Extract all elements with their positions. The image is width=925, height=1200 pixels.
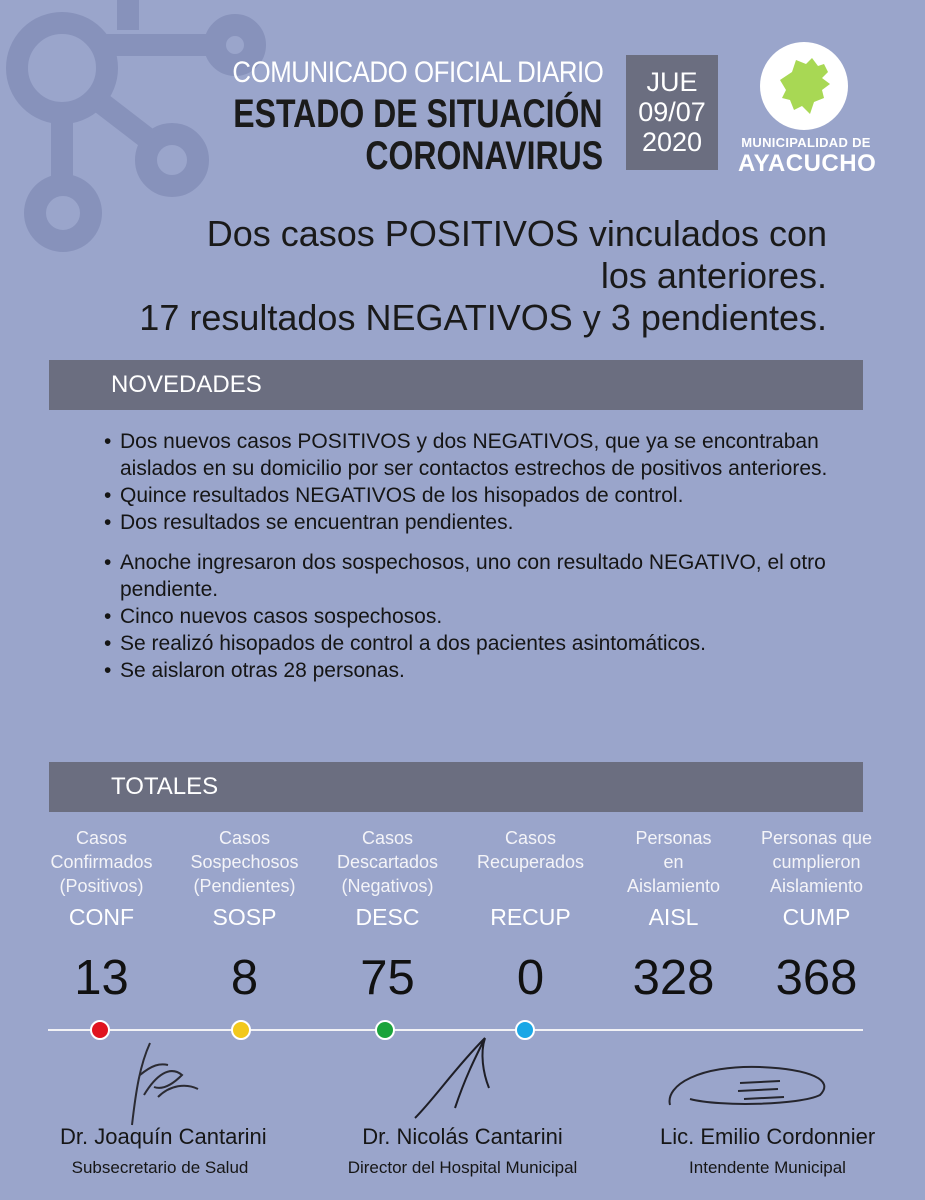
stat-label-line: cumplieron: [772, 852, 861, 872]
signature-name: Dr. Joaquín Cantarini: [60, 1124, 267, 1149]
stat-label-line: Confirmados: [50, 852, 153, 872]
list-item: • Dos resultados se encuentran pendientes.: [102, 509, 862, 536]
signature-name: Dr. Nicolás Cantarini: [362, 1124, 563, 1149]
list-item: • Anoche ingresaron dos sospechosos, uno con resultado NEGATIVO, el otro pendiente.: [102, 549, 862, 603]
headline-line: Dos casos POSITIVOS vinculados con: [206, 213, 827, 254]
header-line-2: ESTADO DE SITUACIÓN: [233, 92, 603, 136]
stat-label-line: (Negativos): [341, 876, 434, 896]
stat-label-line: Personas: [635, 828, 712, 848]
stat-label-line: Casos: [75, 828, 128, 848]
stat-label-line: Casos: [218, 828, 271, 848]
novedades-group-1: [102, 428, 862, 536]
totals-stats: [30, 826, 910, 1008]
signature-2: [345, 1124, 580, 1178]
list-item: • Cinco nuevos casos sospechosos.: [102, 603, 862, 630]
stat-value: 13: [74, 951, 129, 1005]
signature-1: [60, 1124, 267, 1178]
stat-code: AISL: [648, 904, 699, 930]
stat-label-line: Personas que: [760, 828, 873, 848]
yellow-status-dot: [231, 1020, 251, 1040]
stat-sospechosos: [173, 826, 316, 1008]
signature-role: Director del Hospital Municipal: [347, 1158, 578, 1177]
stat-label: [459, 826, 602, 898]
header-line-3: CORONAVIRUS: [365, 134, 603, 178]
list-item: • Dos nuevos casos POSITIVOS y dos NEGATIVOS, que ya se encontraban aislados en su domicilio por ser contactos estrechos de positivos anteriores.: [102, 428, 862, 482]
logo-text-big: AYACUCHO: [738, 150, 877, 177]
logo-text-small: MUNICIPALIDAD DE: [741, 135, 871, 150]
header-line-1: COMUNICADO OFICIAL DIARIO: [231, 56, 603, 89]
date-year: 2020: [641, 127, 703, 157]
signature-role: Subsecretario de Salud: [71, 1158, 249, 1177]
stat-aislamiento: [602, 826, 745, 1008]
stat-confirmados: [30, 826, 173, 1008]
novedades-group-2: [102, 549, 862, 684]
stat-value: 8: [230, 951, 259, 1005]
stat-label-line: Casos: [504, 828, 557, 848]
novedades-section-bar: [49, 360, 863, 410]
stat-recuperados: [459, 826, 602, 1008]
stat-descartados: [316, 826, 459, 1008]
headline: [139, 213, 827, 339]
totales-title: TOTALES: [111, 773, 219, 800]
municipality-logo: [760, 42, 848, 130]
headline-line: 17 resultados NEGATIVOS y 3 pendientes.: [139, 297, 827, 338]
stat-label-line: (Positivos): [59, 876, 144, 896]
stat-code: CUMP: [782, 904, 851, 930]
stat-label-line: Casos: [361, 828, 414, 848]
signature-mark-1: [110, 1035, 210, 1130]
date-box: [626, 55, 718, 170]
stat-label-line: (Pendientes): [193, 876, 296, 896]
stat-label: [173, 826, 316, 898]
stat-code: CONF: [68, 904, 135, 930]
signature-role: Intendente Municipal: [689, 1158, 846, 1177]
date-day: JUE: [646, 67, 698, 97]
stat-value: 368: [775, 951, 858, 1005]
stat-value: 328: [632, 951, 715, 1005]
green-status-dot: [375, 1020, 395, 1040]
stat-label-line: Aislamiento: [769, 876, 864, 896]
stat-code: SOSP: [212, 904, 277, 930]
stat-label: [602, 826, 745, 898]
stat-label: [30, 826, 173, 898]
stat-value: 0: [516, 951, 545, 1005]
signature-3: [660, 1124, 875, 1178]
blue-status-dot: [515, 1020, 535, 1040]
stat-label-line: Descartados: [336, 852, 439, 872]
list-item: • Se realizó hisopados de control a dos pacientes asintomáticos.: [102, 630, 862, 657]
stat-label-line: Recuperados: [476, 852, 585, 872]
list-item: • Quince resultados NEGATIVOS de los hisopados de control.: [102, 482, 862, 509]
date-daymonth: 09/07: [638, 97, 706, 127]
stat-label-line: Aislamiento: [626, 876, 721, 896]
stat-code: RECUP: [490, 904, 571, 930]
map-logo-icon: [760, 42, 848, 130]
signature-name: Lic. Emilio Cordonnier: [660, 1124, 876, 1149]
novedades-list: [102, 428, 862, 684]
list-item: • Se aislaron otras 28 personas.: [102, 657, 862, 684]
stat-label: [316, 826, 459, 898]
stat-label-line: en: [663, 852, 684, 872]
stat-label: [745, 826, 888, 898]
signature-mark-3: [660, 1055, 840, 1115]
stat-value: 75: [360, 951, 415, 1005]
novedades-title: NOVEDADES: [111, 371, 262, 398]
red-status-dot: [90, 1020, 110, 1040]
stat-cumplieron: [745, 826, 888, 1008]
stat-code: DESC: [355, 904, 420, 930]
signature-mark-2: [405, 1028, 515, 1128]
stat-label-line: Sospechosos: [190, 852, 299, 872]
totales-section-bar: [49, 762, 863, 812]
headline-line: los anteriores.: [600, 255, 827, 296]
